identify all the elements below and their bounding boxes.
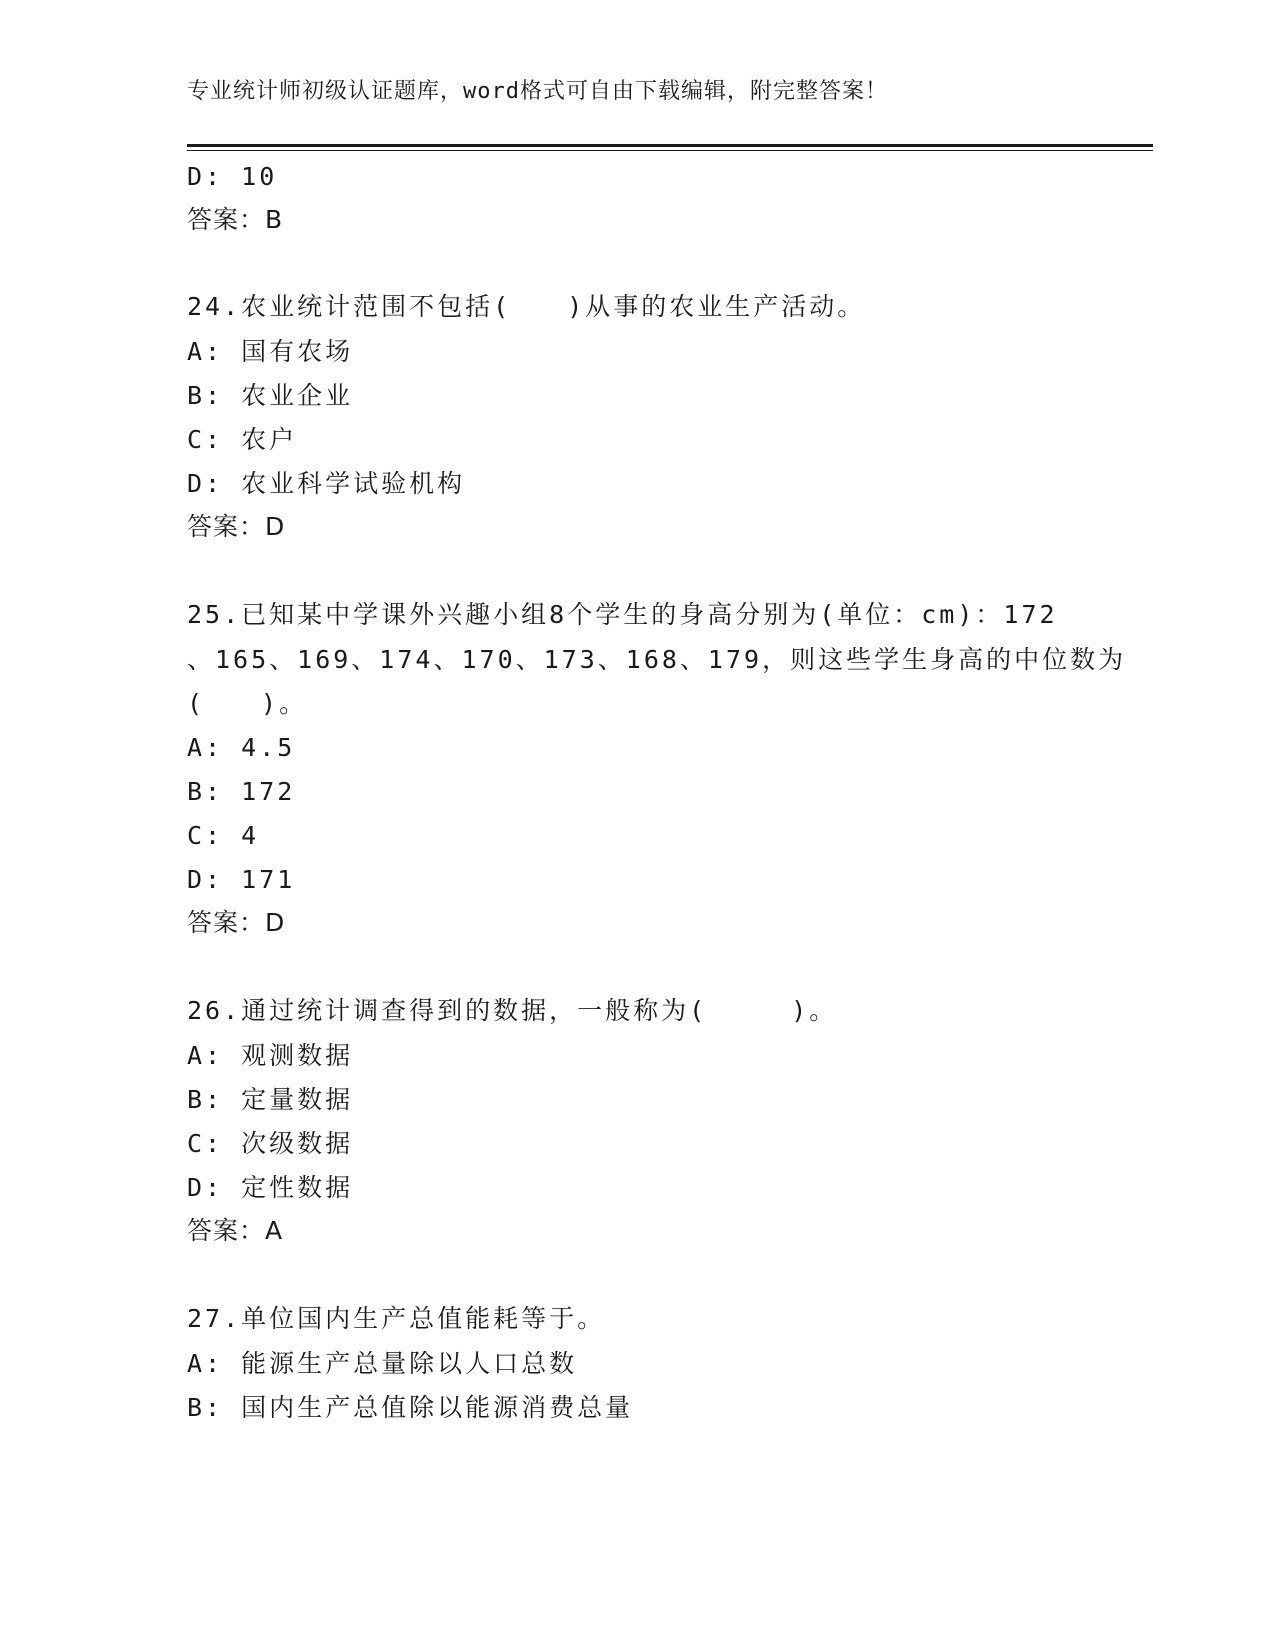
q25-option-a: A: 4.5 [187,733,296,762]
q26-option-a: A: 观测数据 [187,1041,354,1070]
q25-option-c: C: 4 [187,821,260,850]
q23-option-d: D: 10 [187,162,278,191]
q25-option-b: B: 172 [187,777,296,806]
q24-option-c: C: 农户 [187,425,298,454]
q24-option-a: A: 国有农场 [187,337,354,366]
q26-stem: 26.通过统计调查得到的数据，一般称为( )。 [187,996,838,1025]
q25-stem-line-1: 25.已知某中学课外兴趣小组8个学生的身高分别为(单位：cm)：172 [187,600,1058,629]
q27-option-a: A: 能源生产总量除以人口总数 [187,1349,578,1378]
q25-stem-line-3: ( )。 [187,689,308,718]
q27-stem: 27.单位国内生产总值能耗等于。 [187,1304,606,1333]
q24-answer: 答案：D [187,512,286,541]
q24-stem: 24.农业统计范围不包括( )从事的农业生产活动。 [187,292,866,321]
q24-option-b: B: 农业企业 [187,381,354,410]
q26-option-b: B: 定量数据 [187,1085,354,1114]
q27-option-b: B: 国内生产总值除以能源消费总量 [187,1393,634,1422]
q26-option-c: C: 次级数据 [187,1129,354,1158]
q25-stem-line-2: 、165、169、174、170、173、168、179，则这些学生身高的中位数为 [187,645,1127,674]
q26-answer: 答案：A [187,1216,284,1245]
q25-answer: 答案：D [187,908,286,937]
q26-option-d: D: 定性数据 [187,1173,354,1202]
q24-option-d: D: 农业科学试验机构 [187,469,466,498]
q23-answer: 答案：B [187,205,284,234]
page-header: 专业统计师初级认证题库，word格式可自由下载编辑，附完整答案！ [187,79,888,104]
header-divider-thin [187,150,1153,151]
header-divider-thick [187,144,1153,147]
q25-option-d: D: 171 [187,865,296,894]
